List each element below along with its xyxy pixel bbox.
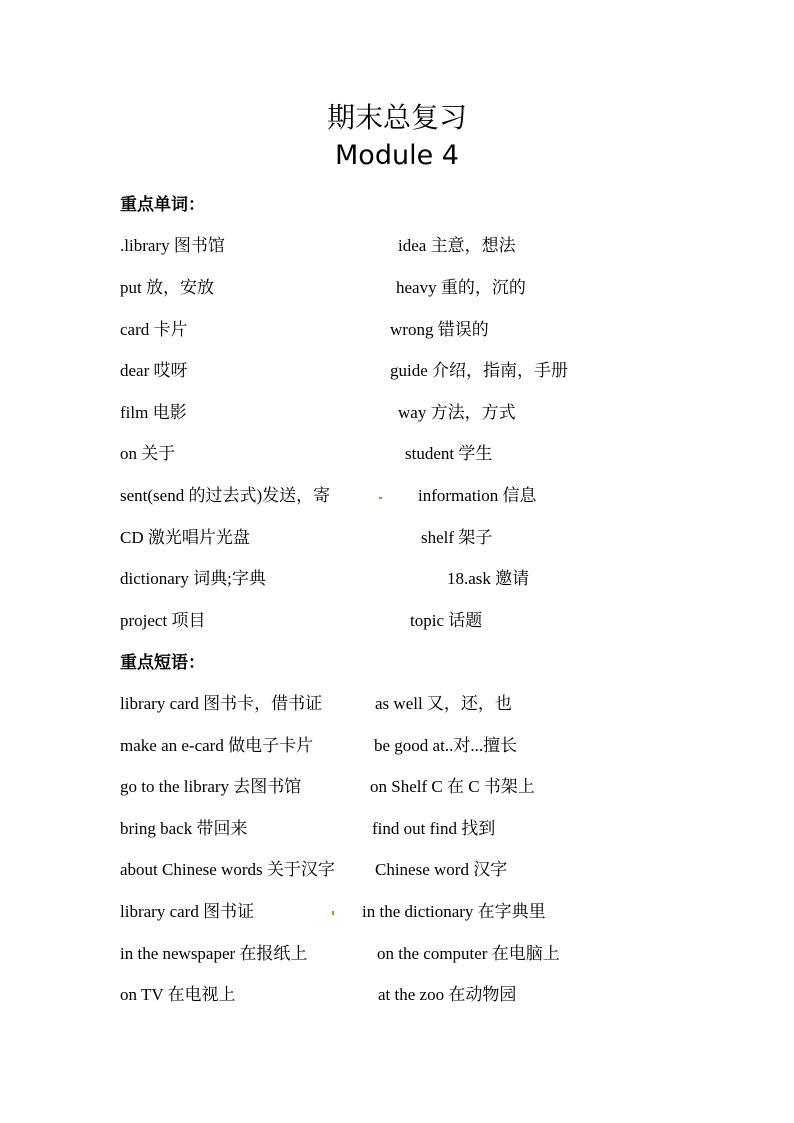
phrase-left: about Chinese words 关于汉字: [120, 860, 335, 879]
phrase-heading: 重点短语：: [120, 653, 205, 672]
vocab-left: dictionary 词典;字典: [120, 569, 266, 588]
vocab-left: .library 图书馆: [120, 236, 225, 255]
page-title: 期末总复习: [326, 101, 467, 134]
vocab-right: information 信息: [418, 486, 537, 505]
vocab-left: film 电影: [120, 403, 187, 422]
vocab-right: 18.ask 邀请: [447, 569, 530, 588]
phrase-right: on Shelf C 在 C 书架上: [370, 777, 535, 796]
phrase-left: in the newspaper 在报纸上: [120, 944, 308, 963]
module-title: Module 4: [335, 140, 459, 171]
vocab-right: idea 主意，想法: [398, 236, 516, 255]
vocab-right: wrong 错误的: [390, 320, 489, 339]
vocab-left: dear 哎呀: [120, 361, 188, 380]
vocab-right: guide 介绍，指南，手册: [390, 361, 569, 380]
vocab-left: put 放，安放: [120, 278, 214, 297]
phrase-right: on the computer 在电脑上: [377, 944, 560, 963]
phrase-right: Chinese word 汉字: [375, 860, 508, 879]
phrase-right: at the zoo 在动物园: [378, 985, 517, 1004]
phrase-left: make an e-card 做电子卡片: [120, 736, 314, 755]
phrase-right: as well 又，还，也: [375, 694, 512, 713]
phrase-right: find out find 找到: [372, 819, 496, 838]
vocab-right: student 学生: [405, 444, 493, 463]
vocab-left: card 卡片: [120, 320, 188, 339]
phrase-right: in the dictionary 在字典里: [362, 902, 546, 921]
vocab-left: project 项目: [120, 611, 206, 630]
stray-mark: [332, 911, 334, 915]
stray-mark: [379, 497, 382, 499]
phrase-right: be good at..对...擅长: [374, 736, 518, 755]
vocab-right: shelf 架子: [421, 528, 493, 547]
vocab-heading: 重点单词：: [120, 195, 205, 214]
phrase-left: on TV 在电视上: [120, 985, 236, 1004]
phrase-left: bring back 带回来: [120, 819, 248, 838]
vocab-right: way 方法，方式: [398, 403, 516, 422]
phrase-left: library card 图书卡，借书证: [120, 694, 323, 713]
phrase-left: library card 图书证: [120, 902, 255, 921]
vocab-left: on 关于: [120, 444, 176, 463]
vocab-left: CD 激光唱片光盘: [120, 528, 250, 547]
phrase-left: go to the library 去图书馆: [120, 777, 302, 796]
vocab-right: topic 话题: [410, 611, 483, 630]
vocab-left: sent(send 的过去式)发送，寄: [120, 486, 331, 505]
vocab-right: heavy 重的，沉的: [396, 278, 526, 297]
